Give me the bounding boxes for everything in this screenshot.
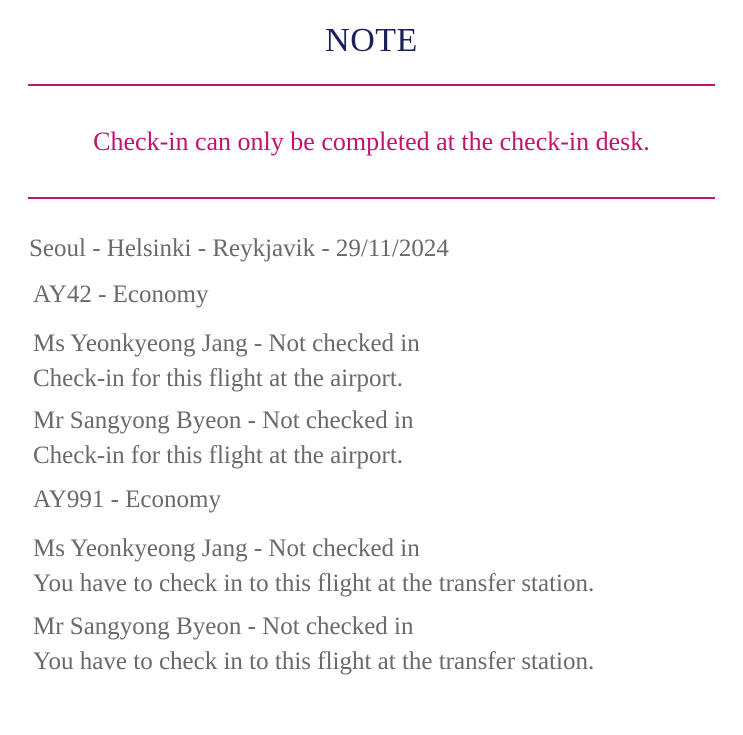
flight-header-ay42: AY42 - Economy xyxy=(33,281,209,308)
passenger-check-in-message: You have to check in to this flight at the transfer station. xyxy=(33,570,595,597)
passenger-status: Mr Sangyong Byeon - Not checked in xyxy=(33,613,414,640)
flight-header-ay991: AY991 - Economy xyxy=(33,486,221,513)
passenger-check-in-message: You have to check in to this flight at the transfer station. xyxy=(33,648,595,675)
passenger-status: Mr Sangyong Byeon - Not checked in xyxy=(33,407,414,434)
passenger-status: Ms Yeonkyeong Jang - Not checked in xyxy=(33,330,420,357)
route-summary: Seoul - Helsinki - Reykjavik - 29/11/2024 xyxy=(29,235,449,262)
passenger-status: Ms Yeonkyeong Jang - Not checked in xyxy=(33,535,420,562)
top-divider xyxy=(28,84,715,86)
check-in-notice: Check-in can only be completed at the check-in desk. xyxy=(93,127,650,156)
passenger-check-in-message: Check-in for this flight at the airport. xyxy=(33,365,404,392)
passenger-check-in-message: Check-in for this flight at the airport. xyxy=(33,442,404,469)
bottom-divider xyxy=(28,197,715,199)
page-title: NOTE xyxy=(325,22,418,59)
